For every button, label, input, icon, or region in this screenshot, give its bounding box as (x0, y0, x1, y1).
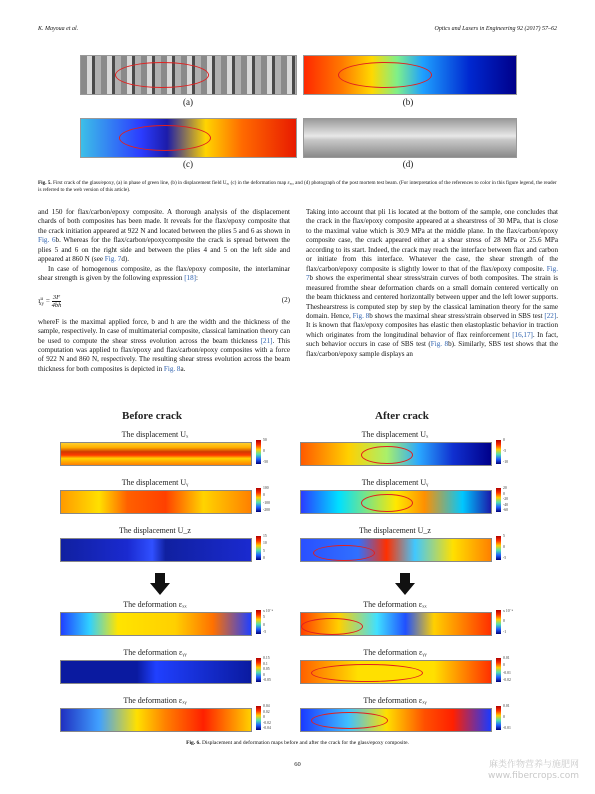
reference-link[interactable]: [21] (260, 336, 273, 345)
fig5-label-d: (d) (402, 159, 414, 169)
fig6-map-label-right: The deformation εᵧᵧ (363, 648, 427, 657)
arrow-down-icon (150, 573, 170, 595)
colorbar-tick: -5 (263, 630, 267, 634)
crack-highlight-ellipse (361, 446, 413, 464)
paragraph: In case of homogenous composite, as the flax/epoxy composite, the interlaminar shear strength is given by the following expression [18]: (38, 264, 290, 283)
fig6-map-label-left: The deformation εₓₓ (123, 600, 187, 609)
colorbar-tick: 0.05 (263, 667, 270, 671)
crack-highlight-ellipse (311, 664, 423, 682)
colorbar-tick: -60 (503, 508, 509, 512)
colorbar (256, 706, 261, 730)
fig6-map-label-right: The displacement Uₓ (361, 430, 429, 439)
colorbar-tick: -0.02 (263, 720, 271, 725)
colorbar-tick: -100 (263, 500, 270, 505)
colorbar (496, 488, 501, 512)
colorbar-tick: -0.01 (503, 670, 511, 675)
running-header-journal: Optics and Lasers in Engineering 92 (2017) 57–62 (434, 26, 557, 32)
reference-link[interactable]: [16,17] (512, 330, 533, 339)
colorbar-tick: 0 (263, 622, 265, 627)
colorbar-tick: 0 (503, 663, 505, 668)
figure-link[interactable]: Fig. 8 (352, 311, 370, 320)
colorbar-tick: -50 (263, 460, 269, 464)
colorbar-tick: 0.01 (503, 656, 510, 660)
colorbar (256, 536, 261, 560)
reference-link[interactable]: [18] (184, 274, 197, 283)
fig6-map-label-right: The deformation εₓᵧ (363, 696, 427, 705)
colorbar-tick: -0.02 (503, 678, 511, 682)
fig6-map-label-right: The displacement Uᵧ (361, 478, 429, 487)
fig5-label-b: (b) (402, 97, 414, 107)
running-header-authors: K. Mayoua et al. (38, 26, 79, 32)
fig6-map-label-left: The displacement U_z (119, 526, 191, 535)
colorbar-tick: -20 (503, 497, 509, 501)
fig6-map-right (300, 612, 492, 636)
crack-highlight-ellipse (311, 712, 388, 729)
fig6-title-before: Before crack (122, 410, 182, 422)
colorbar-tick: 0 (503, 438, 505, 442)
fig6-map-left (60, 612, 252, 636)
colorbar-tick: -40 (503, 502, 509, 507)
colorbar-tick: 0.02 (263, 709, 270, 714)
colorbar-tick: 100 (263, 486, 269, 490)
colorbar-tick: 0 (263, 449, 265, 453)
colorbar-tick: 20 (503, 486, 507, 490)
fig6-map-right (300, 538, 492, 562)
figure-link[interactable]: Fig. 8 (163, 364, 181, 373)
colorbar-tick: 0 (263, 493, 265, 498)
fig6-map-label-right: The displacement U_z (359, 526, 431, 535)
right-text-column (306, 208, 558, 359)
colorbar-tick: -0.04 (263, 726, 271, 730)
equation-number: (2) (281, 295, 290, 304)
colorbar-tick: 0 (263, 556, 265, 560)
colorbar-tick: 0.15 (263, 656, 270, 660)
colorbar-tick: 50 (263, 438, 267, 442)
colorbar-tick: 5 (263, 548, 265, 553)
colorbar-tick: 5 (503, 534, 505, 538)
colorbar-tick: 0 (263, 715, 265, 719)
colorbar-tick: 0 (503, 619, 505, 623)
figure-link[interactable]: Fig. 8 (430, 340, 449, 349)
fig6-map-right (300, 442, 492, 466)
colorbar-tick: -5 (503, 449, 507, 453)
fig6-map-left (60, 660, 252, 684)
figure-6 (60, 410, 535, 730)
colorbar (496, 706, 501, 730)
arrow-down-icon (395, 573, 415, 595)
colorbar (256, 488, 261, 512)
colorbar (496, 536, 501, 560)
colorbar-tick: x 10⁻⁴ (263, 609, 273, 613)
reference-link[interactable]: [22] (544, 311, 557, 320)
equation-2: $\tau^u_{xy}$ = $\frac{3F}{4bh}$ (2) (38, 293, 290, 309)
fig6-map-left (60, 442, 252, 466)
fig5-label-a: (a) (183, 97, 193, 107)
colorbar (496, 610, 501, 634)
colorbar (256, 658, 261, 682)
fig6-map-right (300, 708, 492, 732)
colorbar-tick: 0.04 (263, 704, 270, 708)
colorbar-tick: x 10⁻⁴ (503, 609, 513, 613)
crack-highlight-ellipse (361, 494, 413, 512)
colorbar-tick: -5 (503, 556, 507, 560)
colorbar-tick: 5 (263, 615, 265, 620)
colorbar-tick: -1 (503, 630, 507, 634)
page-number: 60 (294, 761, 301, 768)
figure-link[interactable]: Fig. 6 (38, 236, 56, 245)
colorbar-tick: 0.1 (263, 661, 268, 666)
fig6-map-label-right: The deformation εₓₓ (363, 600, 427, 609)
colorbar-tick: 15 (263, 534, 267, 538)
colorbar-tick: 0 (503, 545, 505, 549)
fig6-caption: Fig. 6. Displacement and deformation maps before and after the crack for the glass/epoxy composite. (186, 740, 409, 746)
fig6-map-label-left: The deformation εₓᵧ (123, 696, 187, 705)
colorbar-tick: -0.01 (503, 726, 511, 730)
fig6-map-left (60, 538, 252, 562)
fig5-label-c: (c) (183, 159, 193, 169)
fig6-title-after: After crack (375, 410, 429, 422)
fig6-map-right (300, 660, 492, 684)
crack-highlight-ellipse (313, 545, 375, 561)
figure-link[interactable]: Fig. 7 (104, 255, 122, 264)
fig6-map-label-left: The displacement Uₓ (121, 430, 189, 439)
colorbar (256, 440, 261, 464)
colorbar-tick: -10 (503, 460, 509, 464)
fig5-panel-c (80, 118, 297, 158)
colorbar-tick: -0.05 (263, 678, 271, 682)
colorbar-tick: 0 (503, 715, 505, 719)
colorbar-tick: 0.01 (503, 704, 510, 708)
fig5-caption: Fig. 5. First crack of the glass/epoxy, (a) in phase of green line, (b) in displacement field Uₓ, (c) in the deformation map εₓᵧ, and (d) photograph of the post mortem test beam. (For interpretation of the references to color in this figure legend, the reader is referred to the web version of this article). (38, 180, 557, 193)
colorbar (496, 440, 501, 464)
colorbar (496, 658, 501, 682)
fig5-panel-d-photograph (303, 118, 517, 158)
colorbar (256, 610, 261, 634)
paragraph: and 150 for flax/carbon/epoxy composite. A thorough analysis of the displacement chards of both composites has been made. It reveals for the flax/epoxy composite that the crack initiation appeared at 922 N and located between the plies 5 and 6 as shown in Fig. 6b. Whereas for the flax/carbon/epoxycomposite the crack is spread between the plies 5 and 6 on the right side and between the plies 4 and 5 on the left side and appeared at 860 N (see Fig. 7d). (38, 208, 290, 264)
fig5-panel-b (303, 55, 517, 95)
watermark: 麻类作物营养与施肥网 www.fibercrops.com (488, 760, 579, 781)
paragraph: Taking into account that pli 1is located at the bottom of the sample, one concludes that the crack in the flax/epoxy composite appeared at a shearstress of 30 MPa, that is close to the maximal value which is 30.9 MPa at the middle plane. In the flax/carbon/epoxy composite case, the crack appeared either at a shear stress of 28 MPa or 25.6 MPa according to its start. Indeed, the crack may reach the interface between flax and carbon or initiate from this interface. Whatever the case, the shear strength of the flax/carbon/epoxy composite is slightly lower to that of the flax/epoxy composite. Fig. 7b shows the experimental shear stress/strain curves of both composites. The strain is measured fromthe shear deformation chards on a small domain centered vertically on the beam thickness and centered horizontally between upper and the left lower supports. Theshearstress is computed step by step by the classical lamination theory for the same domain. Hence, Fig. 8b shows the maximal shear stress/strain observed in SBS test [22]. It is known that flax/epoxy composites has elastic then elastoplastic behavior in traction which originates from the longitudinal behavior of flax reinforcement [16,17]. In fact, such behavior occurs in case of SBS test (Fig. 8b). Similarly, SBS test shows that the flax/carbon/epoxy sample displays an (306, 208, 559, 358)
colorbar-tick: 10 (263, 541, 267, 546)
paragraph: whereF is the maximal applied force, b and h are the width and the thickness of the sample, respectively. In case of multimaterial composite, classical lamination theory can be used to compute the shear stress evolution across the beam thickness [21]. This computation was applied to flax/epoxy and flax/carbon/epoxy composites with a force of 922 N and 860 N, respectively. The resulting shear stress evolution across the beam thickness for both composites is depicted in Fig. 8a. (38, 317, 290, 373)
fig6-map-label-left: The displacement Uᵧ (121, 478, 189, 487)
crack-highlight-ellipse (301, 618, 363, 635)
fig6-map-label-left: The deformation εᵧᵧ (123, 648, 187, 657)
colorbar-tick: 0 (263, 672, 265, 677)
fig6-map-right (300, 490, 492, 514)
fig6-map-left (60, 708, 252, 732)
fig6-map-left (60, 490, 252, 514)
left-text-column (38, 208, 290, 374)
colorbar-tick: 0 (503, 491, 505, 496)
fig5-panel-a (80, 55, 297, 95)
colorbar-tick: -200 (263, 508, 270, 512)
figure-link[interactable]: Fig. 7 (306, 264, 558, 283)
